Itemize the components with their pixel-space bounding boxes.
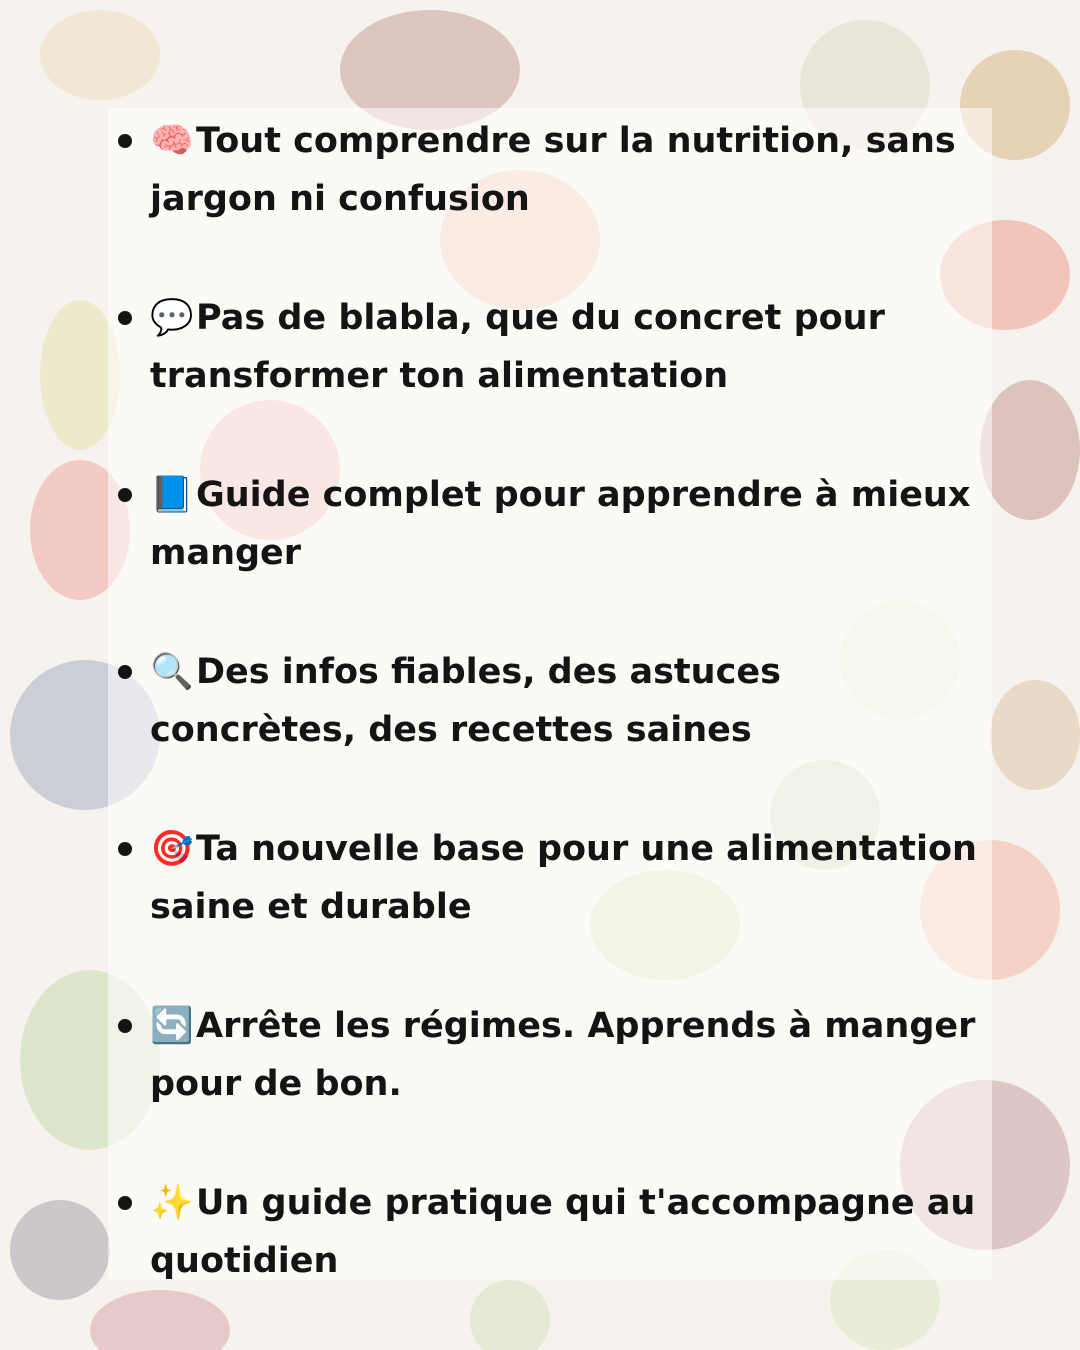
list-item-text: Un guide pratique qui t'accompagne au quotidien xyxy=(150,1183,976,1281)
list-item xyxy=(108,285,992,462)
list-item xyxy=(108,1170,992,1347)
refresh-icon: 🔄 xyxy=(150,1006,194,1046)
magnifier-icon: 🔍 xyxy=(150,652,194,692)
kidney-beans-decoration xyxy=(980,380,1080,520)
bullet xyxy=(118,665,132,679)
list-item-text: Arrête les régimes. Apprends à manger pour de bon. xyxy=(150,1006,976,1104)
list-item xyxy=(108,108,992,285)
brain-icon: 🧠 xyxy=(150,121,194,161)
target-icon: 🎯 xyxy=(150,829,194,869)
walnuts-decoration xyxy=(990,680,1080,790)
list-item xyxy=(108,639,992,816)
benefits-list xyxy=(108,108,992,1347)
blackberries-decoration xyxy=(10,1200,110,1300)
bullet xyxy=(118,311,132,325)
list-item-text: Tout comprendre sur la nutrition, sans jargon ni confusion xyxy=(150,121,956,219)
list-item xyxy=(108,993,992,1170)
bullet xyxy=(118,1196,132,1210)
list-item xyxy=(108,816,992,993)
speech-bubble-icon: 💬 xyxy=(150,298,194,338)
bullet xyxy=(118,488,132,502)
egg-decoration xyxy=(40,10,160,100)
list-item xyxy=(108,462,992,639)
book-icon: 📘 xyxy=(150,475,194,515)
list-item-text: Guide complet pour apprendre à mieux manger xyxy=(150,475,971,573)
bullet xyxy=(118,842,132,856)
list-item-text: Pas de blabla, que du concret pour transformer ton alimentation xyxy=(150,298,885,396)
bullet xyxy=(118,134,132,148)
sparkles-icon: ✨ xyxy=(150,1183,194,1223)
list-item-text: Ta nouvelle base pour une alimentation saine et durable xyxy=(150,829,977,927)
list-item-text: Des infos fiables, des astuces concrètes, des recettes saines xyxy=(150,652,781,750)
bullet xyxy=(118,1019,132,1033)
